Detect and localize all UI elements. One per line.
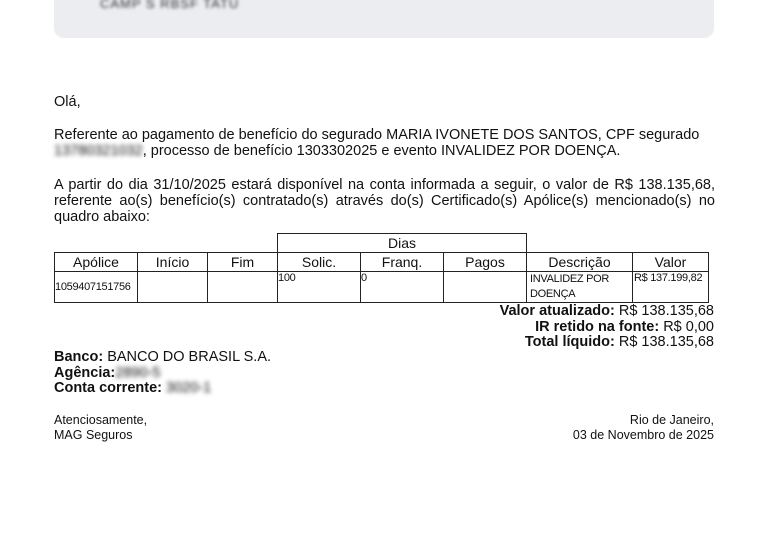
cell-descricao: INVALIDEZ POR DOENÇA: [527, 272, 633, 303]
total-liquido-label: Total líquido:: [524, 334, 615, 350]
header-inicio: Início: [138, 253, 208, 272]
banco-label: Banco:: [54, 349, 104, 365]
table-row: [55, 272, 709, 303]
paragraph-beneficio: [54, 127, 715, 159]
ir-retido-value: R$ 0,00: [663, 319, 714, 335]
cpf-value: 13780321032: [54, 143, 143, 159]
policy-table: [54, 233, 709, 303]
agencia-value: 2890-5: [115, 365, 161, 381]
header-franq: Franq.: [361, 253, 444, 272]
paragraph-beneficio-text-b: , processo de benefício 1303302025 e evento INVALIDEZ POR DOENÇA.: [142, 143, 621, 159]
header-apolice: Apólice: [55, 253, 138, 272]
valor-atualizado-label: Valor atualizado:: [499, 303, 615, 319]
ir-retido-line: [535, 319, 714, 335]
banco-value: BANCO DO BRASIL S.A.: [107, 349, 272, 365]
header-descricao: Descrição: [527, 253, 633, 272]
agencia-line: [54, 365, 160, 381]
total-liquido-line: [525, 334, 714, 350]
greeting: Olá,: [54, 94, 81, 110]
valor-atualizado-value: R$ 138.135,68: [618, 303, 714, 319]
company-name: MAG Seguros: [54, 428, 133, 442]
cell-fim: [208, 272, 278, 303]
header-fim: Fim: [208, 253, 278, 272]
table-header-row: [55, 253, 709, 272]
total-liquido-value: R$ 138.135,68: [618, 334, 714, 350]
paragraph-disponivel: A partir do dia 31/10/2025 estará disponível na conta informada a seguir, o valor de R$ 138.135,68, referente ao(s) benefício(s) contratado(s) através do(s) Certificado(s) Apólice(s) mencionado(s) no quadro abaixo:: [54, 177, 715, 225]
conta-label: Conta corrente:: [54, 380, 162, 396]
cell-solic: 100: [278, 272, 361, 303]
agencia-label: Agência:: [54, 365, 116, 381]
valor-atualizado-line: [500, 303, 714, 319]
ir-retido-label: IR retido na fonte:: [535, 319, 660, 335]
header-solic: Solic.: [278, 253, 361, 272]
header-pagos: Pagos: [444, 253, 527, 272]
header-valor: Valor: [633, 253, 709, 272]
conta-value: 3020-1: [166, 380, 212, 396]
cell-apolice: 1059407151756: [55, 272, 138, 303]
cell-pagos: [444, 272, 527, 303]
header-box: [54, 0, 714, 38]
cell-valor: R$ 137.199,82: [633, 272, 709, 303]
conta-line: [54, 380, 211, 396]
cell-franq: 0: [361, 272, 444, 303]
date: 03 de Novembro de 2025: [572, 428, 714, 442]
cell-inicio: [138, 272, 208, 303]
dias-group-header: Dias: [278, 234, 527, 253]
paragraph-beneficio-text-a: Referente ao pagamento de benefício do segurado MARIA IVONETE DOS SANTOS, CPF segurado: [54, 127, 700, 143]
city: Rio de Janeiro,: [629, 413, 714, 427]
banco-line: [54, 349, 271, 365]
closing: Atenciosamente,: [54, 413, 148, 427]
header-blurred-text: CAMP S RBSF TATU: [100, 0, 240, 11]
